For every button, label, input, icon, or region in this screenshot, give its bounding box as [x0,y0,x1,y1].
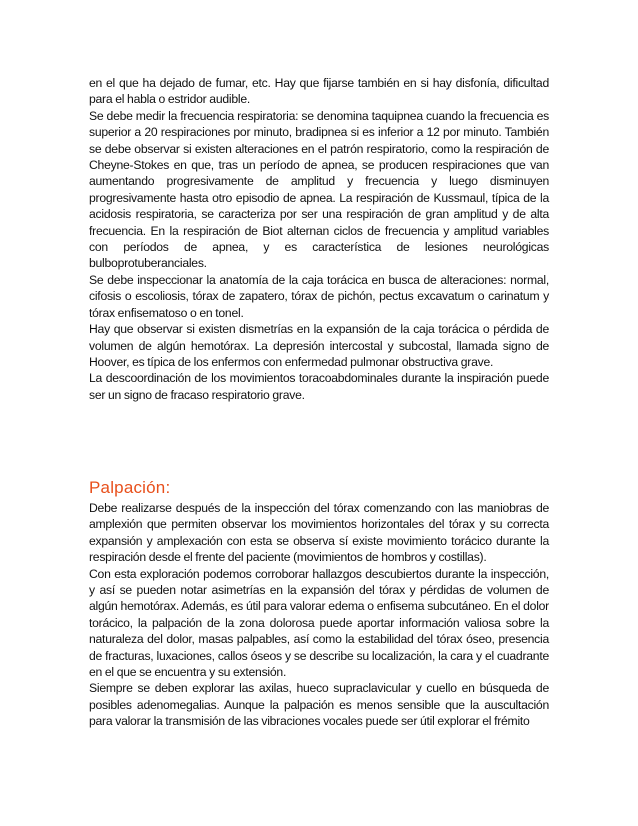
paragraph-amplexion: Debe realizarse después de la inspección del tórax comenzando con las maniobras de amplexión que permiten observar los movimientos horizontales del tórax y su correcta expansión y amplexación con esta se observa sí existe movimiento torácico durante la respiración desde el frente del paciente (movimientos de hombros y costillas). [89,501,549,565]
paragraph-respiratory-rate: Se debe medir la frecuencia respiratoria: se denomina taquipnea cuando la frecuencia es superior a 20 respiraciones por minuto, bradipnea si es inferior a 12 por minuto. También se debe observar si existen alteraciones en el patrón respiratorio, como la respiración de Cheyne-Stokes en que, tras un período de apnea, se producen respiraciones que van aumentando progresivamente de amplitud y frecuencia y luego disminuyen progresivamente hasta otro episodio de apnea. La respiración de Kussmaul, típica de la acidosis respiratoria, se caracteriza por ser una respiración de gran amplitud y de alta frecuencia. En la respiración de Biot alternan ciclos de frecuencia y amplitud variables con períodos de apnea, y es característica de lesiones neurológicas bulboprotuberanciales. [89,108,549,271]
paragraph-discoordination: La descoordinación de los movimientos toracoabdominales durante la inspiración puede ser un signo de fracaso respiratorio grave. [89,371,549,402]
paragraph-dysmetria: Hay que observar si existen dismetrías en la expansión de la caja torácica o pérdida de volumen de algún hemotórax. La depresión intercostal y subcostal, llamada signo de Hoover, es típica de los enfermos con enfermedad pulmonar obstructiva grave. [89,322,549,369]
palpation-text-block [89,500,549,730]
paragraph-thoracic-anatomy: Se debe inspeccionar la anatomía de la caja torácica en busca de alteraciones: normal, cifosis o escoliosis, tórax de zapatero, tórax de pichón, pectus excavatum o carinatum y tórax enfisematoso o en tonel. [89,272,549,320]
paragraph-exploration: Con esta exploración podemos corroborar hallazgos descubiertos durante la inspección, y así se pueden notar asimetrías en la expansión del tórax y pérdidas de volumen de algún hemotórax. Además, es útil para valorar edema o enfisema subcutáneo. En el dolor torácico, la palpación de la zona dolorosa puede aportar información valiosa sobre la naturaleza del dolor, masas palpables, así como la estabilidad del tórax óseo, presencia de fracturas, luxaciones, callos óseos y se describe su localización, la cara y el cuadrante en el que se encuentra y su extensión. [89,566,549,680]
paragraph-voice: en el que ha dejado de fumar, etc. Hay que fijarse también en si hay disfonía, dificultad para el habla o estridor audible. [89,76,549,107]
inspection-text-block [89,75,549,403]
paragraph-axillae: Siempre se deben explorar las axilas, hueco supraclavicular y cuello en búsqueda de posibles adenomegalias. Aunque la palpación es menos sensible que la auscultación para valorar la transmisión de las vibraciones vocales puede ser útil explorar el frémito [89,681,549,729]
section-heading-palpacion: Palpación: [89,478,171,497]
